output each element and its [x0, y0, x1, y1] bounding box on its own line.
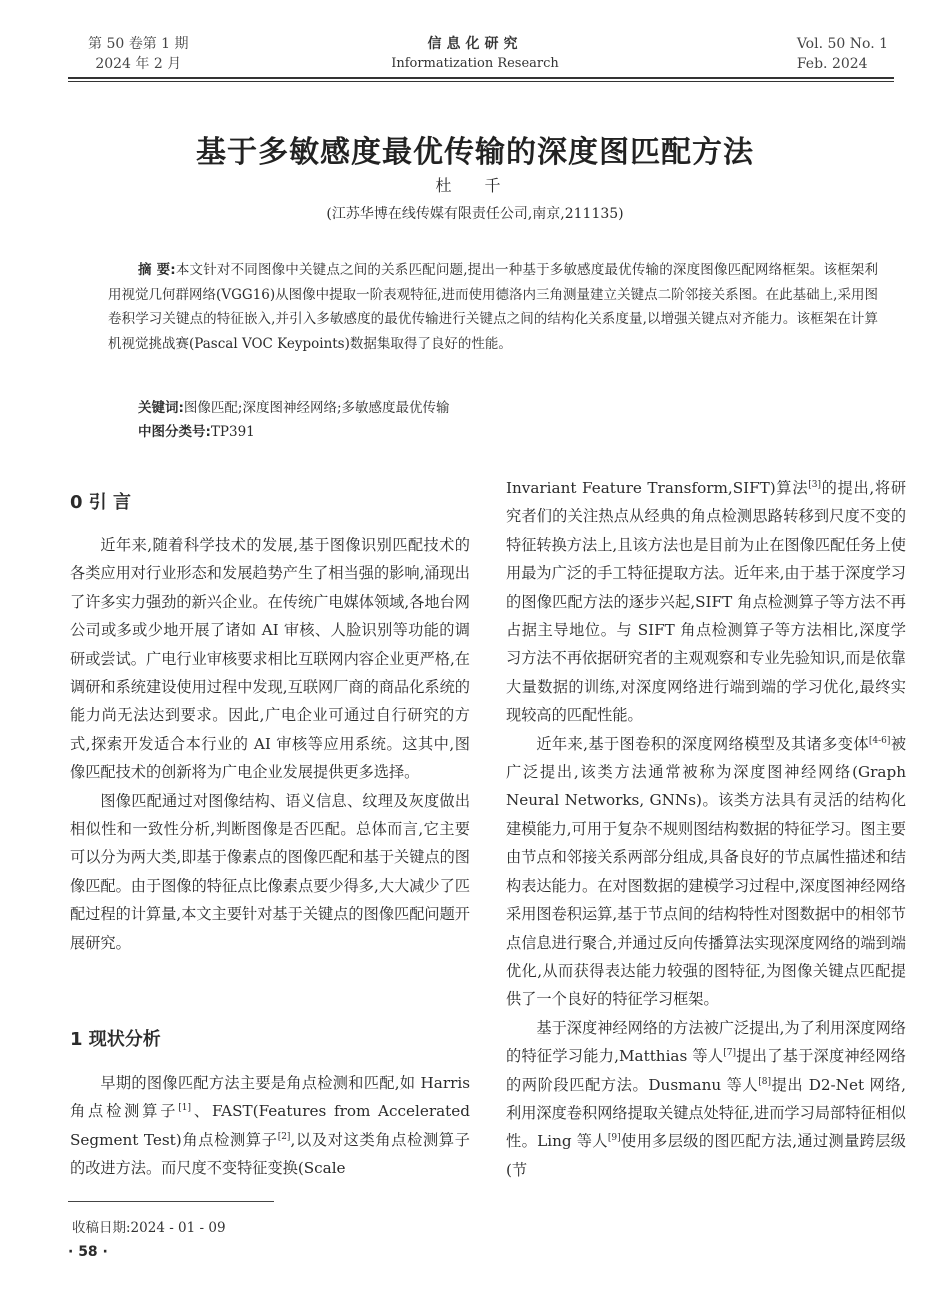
article-author: 杜 千: [435, 176, 515, 195]
paragraph: [506, 474, 906, 730]
citation: [2]: [277, 1131, 291, 1142]
citation: [8]: [758, 1076, 771, 1087]
left-column-intro: [70, 531, 470, 957]
classification-label: 中图分类号:: [138, 424, 211, 440]
section-1-heading: 1 现状分析: [70, 1029, 161, 1050]
text-run: 近年来,基于图卷积的深度网络模型及其诸多变体: [536, 734, 869, 753]
keywords-label: 关键词:: [138, 400, 184, 416]
journal-volume-issue-en: [797, 34, 888, 74]
date-en: Feb. 2024: [796, 56, 868, 72]
left-column-section1: [70, 1069, 470, 1183]
text-run: 基于深度神经网络的方法被广泛提出,为了利用深度网络的特征学习能力,Matthias 等人: [506, 1018, 906, 1066]
text-run: Invariant Feature Transform,SIFT)算法: [506, 479, 809, 497]
paragraph: [506, 730, 906, 1014]
abstract-label: 摘 要:: [138, 262, 176, 278]
header-rule-thin: [68, 81, 894, 82]
paragraph: 近年来,随着科学技术的发展,基于图像识别匹配技术的各类应用对行业形态和发展趋势产生了相当强的影响,涌现出了许多实力强劲的新兴企业。在传统广电媒体领域,各地台网公司或多或少地开展了诸如 AI 审核、人脸识别等功能的调研或尝试。广电行业审核要求相比互联网内容企业更严格,在调研和系统建设使用过程中发现,互联网厂商的商品化系统的能力尚无法达到要求。因此,广电企业可通过自行研究的方式,探索开发适合本行业的 AI 审核等应用系统。这其中,图像匹配技术的创新将为广电企业发展提供更多选择。: [70, 536, 470, 782]
article-title: 基于多敏感度最优传输的深度图匹配方法: [196, 135, 754, 170]
volume-issue-en: Vol. 50 No. 1: [796, 36, 888, 52]
journal-name-cn: 信息化研究: [427, 36, 523, 52]
paragraph: [70, 1069, 470, 1183]
classification-code: [138, 421, 255, 443]
keywords: [138, 397, 450, 419]
text-run: ,以及对这类角点检测算子的改进方法。而尺度不变特征变换(Scale: [70, 1130, 470, 1178]
classification-text: TP391: [210, 424, 255, 440]
date-cn: 2024 年 2 月: [95, 56, 182, 72]
text-run: 被广泛提出,该类方法通常被称为深度图神经网络(Graph Neural Networks, GNNs)。该类方法具有灵活的结构化建模能力,可用于复杂不规则图结构数据的特征学习。图主要由节点和邻接关系两部分组成,具备良好的节点属性描述和结构表达能力。在对图数据的建模学习过程中,深度图神经网络采用图卷积运算,基于节点间的结构特性对图数据中的相邻节点信息进行聚合,并通过反向传播算法实现深度网络的端到端优化,从而获得表达能力较强的图特征,为图像关键点匹配提供了一个良好的特征学习框架。: [506, 734, 907, 1009]
text-run: 、FAST(Features from Accelerated Segment Test)角点检测算子: [70, 1102, 470, 1149]
journal-name-en: Informatization Research: [391, 56, 559, 71]
abstract-text: 本文针对不同图像中关键点之间的关系匹配问题,提出一种基于多敏感度最优传输的深度图像匹配网络框架。该框架利用视觉几何群网络(VGG16)从图像中提取一阶表观特征,进而使用德洛内三角测量建立关键点二阶邻接关系图。在此基础上,采用图卷积学习关键点的特征嵌入,并引入多敏感度的最优传输进行关键点之间的结构化关系度量,以增强关键点对齐能力。该框架在计算机视觉挑战赛(Pascal VOC Keypoints)数据集取得了良好的性能。: [108, 262, 878, 352]
text-run: 使用多层级的图匹配方法,通过测量跨层级(节: [506, 1132, 906, 1179]
header-rule-thick: [68, 77, 894, 79]
paragraph: [506, 1014, 906, 1184]
paragraph: 图像匹配通过对图像结构、语义信息、纹理及灰度做出相似性和一致性分析,判断图像是否匹配。总体而言,它主要可以分为两大类,即基于像素点的图像匹配和基于关键点的图像匹配。由于图像的特征点比像素点要少得多,大大减少了匹配过程的计算量,本文主要针对基于关键点的图像匹配问题开展研究。: [70, 791, 470, 952]
citation: [7]: [723, 1048, 737, 1059]
text-run: 的提出,将研究者们的关注热点从经典的角点检测思路转移到尺度不变的特征转换方法上,且该方法也是目前为止在图像匹配任务上使用最为广泛的手工特征提取方法。近年来,由于基于深度学习的图像匹配方法的逐步兴起,SIFT 角点检测算子等方法不再占据主导地位。与 SIFT 角点检测算子等方法相比,深度学习方法不再依据研究者的主观观察和专业先验知识,而是依靠大量数据的训练,对深度网络进行端到端的学习优化,最终实现较高的匹配性能。: [506, 479, 907, 725]
abstract: [108, 258, 878, 356]
section-0-heading: 0 引 言: [70, 492, 132, 513]
citation: [9]: [607, 1133, 621, 1144]
citation: [1]: [178, 1103, 192, 1114]
received-date: 收稿日期:2024 - 01 - 09: [72, 1220, 226, 1236]
footnote-rule: [68, 1201, 274, 1202]
citation: [4-6]: [868, 735, 891, 746]
keywords-text: 图像匹配;深度图神经网络;多敏感度最优传输: [183, 400, 450, 416]
page-number: · 58 ·: [68, 1244, 108, 1260]
right-column: [506, 474, 906, 1184]
author-affiliation: (江苏华博在线传媒有限责任公司,南京,211135): [326, 206, 624, 222]
text-run: 早期的图像匹配方法主要是角点检测和匹配,如 Harris 角点检测算子: [70, 1074, 470, 1121]
text-run: 提出了基于深度神经网络的两阶段匹配方法。Dusmanu 等人: [506, 1047, 906, 1094]
volume-issue-cn: 第 50 卷第 1 期: [88, 36, 189, 52]
citation: [3]: [808, 479, 821, 490]
text-run: 提出 D2-Net 网络,利用深度卷积网络提取关键点处特征,进而学习局部特征相似性。Ling 等人: [506, 1075, 906, 1151]
